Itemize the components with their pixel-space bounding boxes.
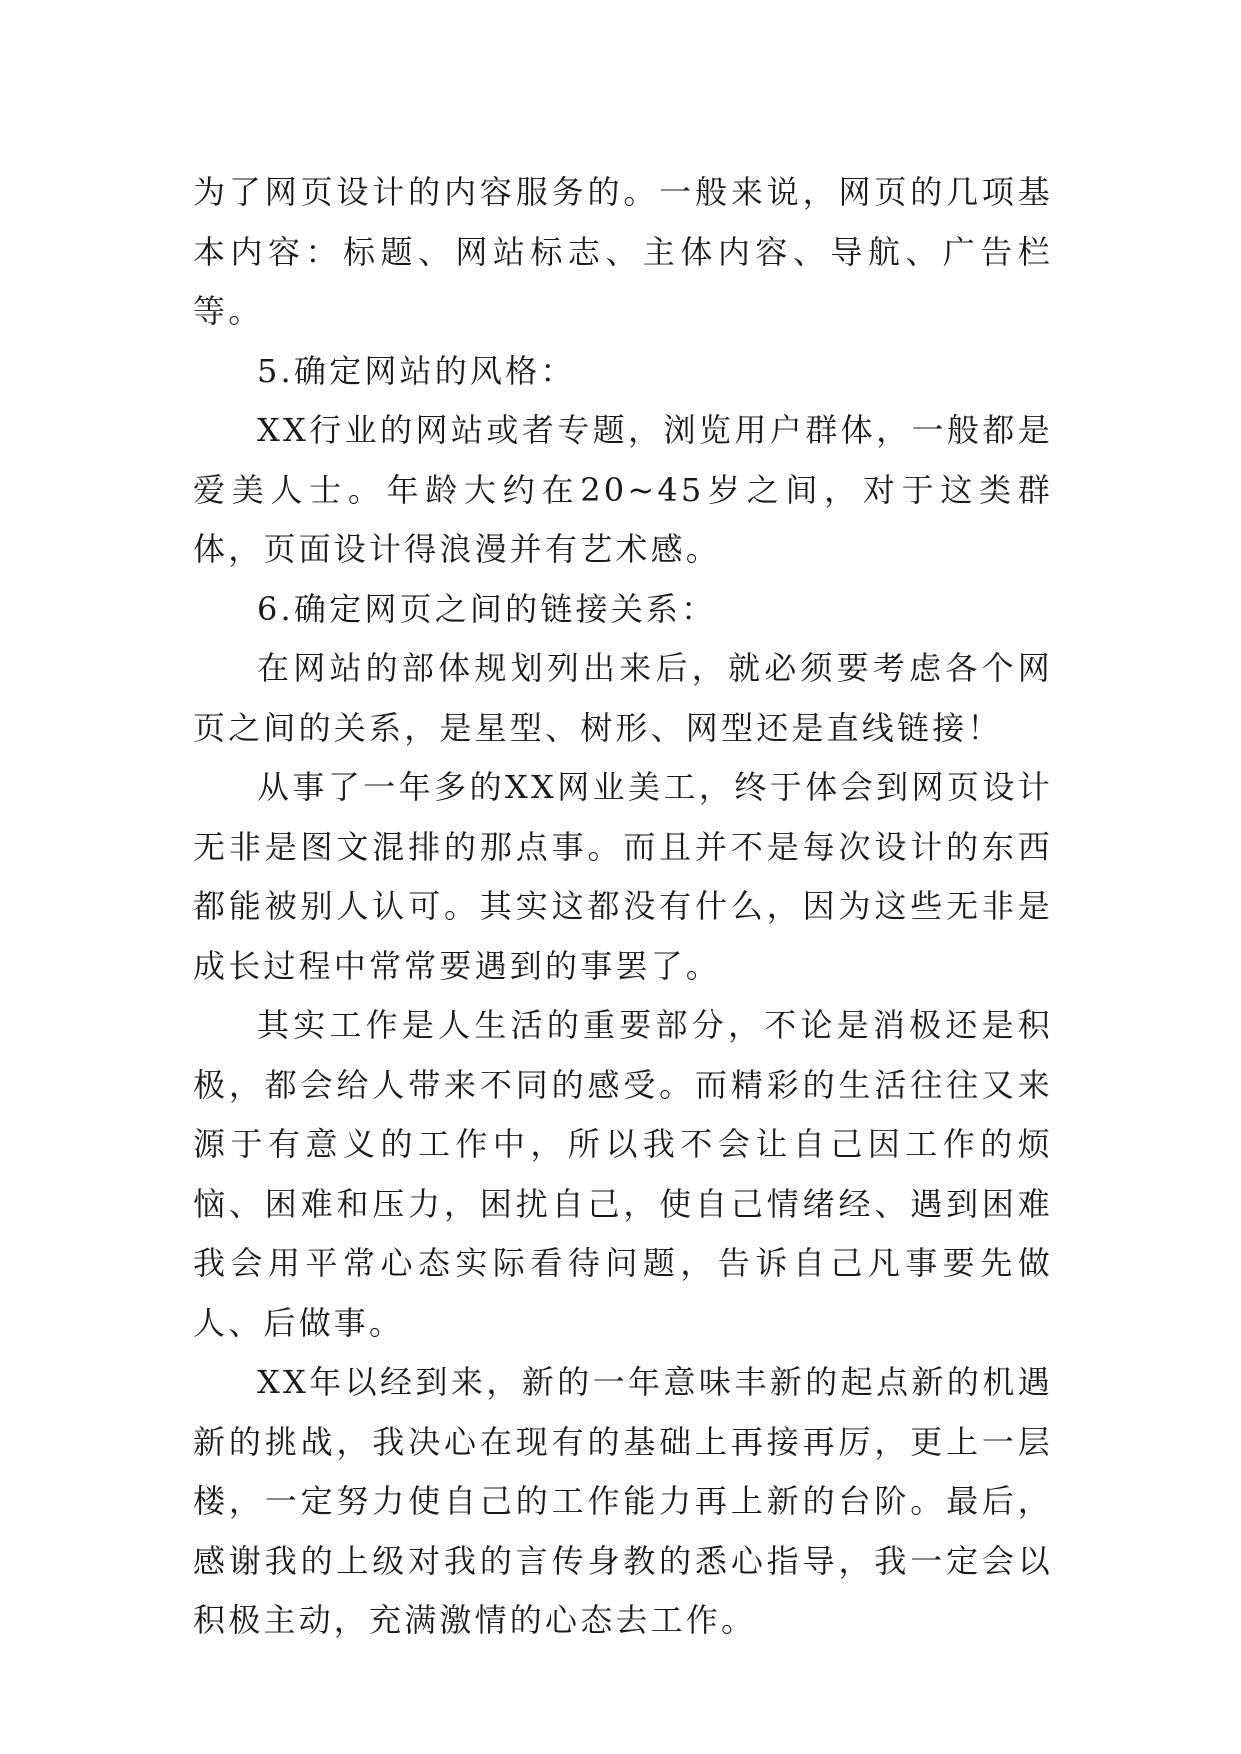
document-body (193, 163, 1053, 1651)
heading-website-style: 5.确定网站的风格： (257, 351, 576, 390)
paragraph-website-style: XX行业的网站或者专题，浏览用户群体，一般都是爱美人士。年龄大约在20~45岁之间，对于这类群体，页面设计得浪漫并有艺术感。 (193, 411, 1053, 568)
heading-page-links: 6.确定网页之间的链接关系： (257, 589, 717, 628)
paragraph-new-year: XX年以经到来，新的一年意味丰新的起点新的机遇新的挑战，我决心在现有的基础上再接再厉，更上一层楼，一定努力使自己的工作能力再上新的台阶。最后，感谢我的上级对我的言传身教的悉心指导，我一定会以积极主动，充满激情的心态去工作。 (193, 1363, 1053, 1639)
paragraph-page-links: 在网站的部体规划列出来后，就必须要考虑各个网页之间的关系，是星型、树形、网型还是直线链接！ (193, 649, 1053, 747)
paragraph-content-list: 为了网页设计的内容服务的。一般来说，网页的几项基本内容：标题、网站标志、主体内容、导航、广告栏等。 (193, 173, 1053, 330)
paragraph-work-attitude: 其实工作是人生活的重要部分，不论是消极还是积极，都会给人带来不同的感受。而精彩的生活往往又来源于有意义的工作中，所以我不会让自己因工作的烦恼、困难和压力，困扰自己，使自己情绪经、遇到困难我会用平常心态实际看待问题，告诉自己凡事要先做人、后做事。 (193, 1006, 1053, 1342)
paragraph-experience: 从事了一年多的XX网业美工，终于体会到网页设计无非是图文混排的那点事。而且并不是每次设计的东西都能被别人认可。其实这都没有什么，因为这些无非是成长过程中常常要遇到的事罢了。 (193, 768, 1053, 985)
